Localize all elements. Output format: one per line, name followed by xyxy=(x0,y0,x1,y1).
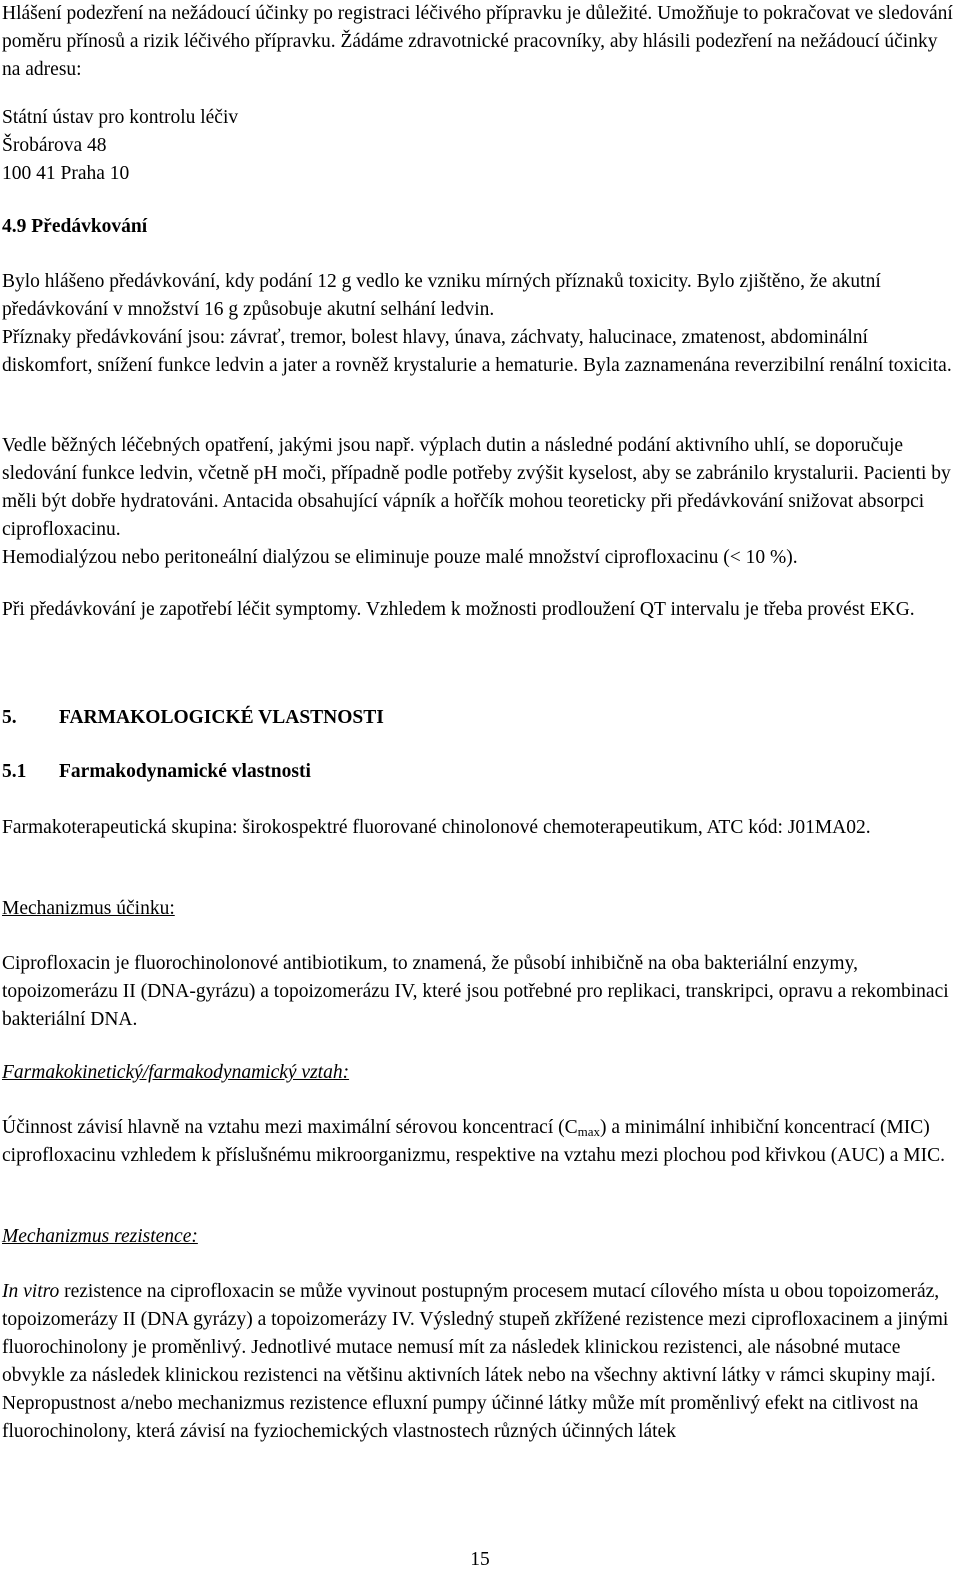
pkpd-text: Účinnost závisí hlavně na vztahu mezi maximální sérovou koncentrací $(C_{max})$ a minimální inhibiční koncentrací (MIC) ciprofloxacinu vzhledem k příslušnému mikroorganizmu, respektive na vztahu mezi plochou pod křivkou (AUC) a MIC. xyxy=(2,1117,945,1166)
overdose-paragraph-1: Bylo hlášeno předávkování, kdy podání 12 g vedlo ke vzniku mírných příznaků toxicity. Bylo zjištěno, že akutní předávkování v množství 16 g způsobuje akutní selhání ledvin. xyxy=(2,271,881,320)
pharmacotherapeutic-group: Farmakoterapeutická skupina: širokospektré fluorované chinolonové chemoterapeutikum, ATC kód: J01MA02. xyxy=(2,817,871,838)
mechanism-text: Ciprofloxacin je fluorochinolonové antibiotikum, to znamená, že působí inhibičně na oba bakteriální enzymy, topoizomerázu II (DNA-gyrázu) a topoizomerázu IV, které jsou potřebné pro replikaci, transkripci, opravu a rekombinaci bakteriální DNA. xyxy=(2,953,949,1030)
section-5-1-heading xyxy=(2,758,958,786)
section-5-heading xyxy=(2,704,958,732)
section-5-title: FARMAKOLOGICKÉ VLASTNOSTI xyxy=(59,707,384,728)
reporting-intro: Hlášení podezření na nežádoucí účinky po registraci léčivého přípravku je důležité. Umožňuje to pokračovat ve sledování poměru přínosů a rizik léčivého přípravku. Žádáme zdravotnické pracovníky, aby hlásili podezření na nežádoucí účinky na adresu: xyxy=(2,3,953,80)
section-5-1-number: 5.1 xyxy=(2,761,27,782)
overdose-section xyxy=(2,268,958,380)
page-number: 15 xyxy=(470,1548,490,1570)
overdose-treatment xyxy=(2,432,958,572)
pkpd-heading: Farmakokinetický/farmakodynamický vztah: xyxy=(2,1062,350,1083)
section-5-1-title: Farmakodynamické vlastnosti xyxy=(59,761,311,782)
resistance-paragraph-2: Nepropustnost a/nebo mechanizmus rezistence efluxní pumpy účinné látky může mít proměnlivý efekt na citlivost na fluorochinolony, která závisí na fyziochemických vlastnostech různých účinných látek xyxy=(2,1393,919,1442)
cmax-subscript: max xyxy=(577,1124,601,1139)
overdose-paragraph-3: Vedle běžných léčebných opatření, jakými jsou např. výplach dutin a následné podání aktivního uhlí, se doporučuje sledování funkce ledvin, včetně pH moči, případně podle potřeby zvýšit kyselost, aby se zabránilo krystalurii. Pacienti by měli být dobře hydratováni. Antacida obsahující vápník a hořčík mohou teoreticky při předávkování snižovat absorpci ciprofloxacinu. xyxy=(2,435,951,540)
sukl-address xyxy=(2,104,958,188)
resistance-heading: Mechanizmus rezistence: xyxy=(2,1226,198,1247)
overdose-paragraph-4: Hemodialýzou nebo peritoneální dialýzou se eliminuje pouze malé množství ciprofloxacinu (< 10 %). xyxy=(2,547,798,568)
address-line-1: Státní ústav pro kontrolu léčiv xyxy=(2,107,239,128)
section-5-number: 5. xyxy=(2,707,17,728)
address-line-3: 100 41 Praha 10 xyxy=(2,163,130,184)
overdose-paragraph-2: Příznaky předávkování jsou: závrať, tremor, bolest hlavy, únava, záchvaty, halucinace, zmatenost, abdominální diskomfort, snížení funkce ledvin a jater a rovněž krystalurie a hematurie. Byla zaznamenána reverzibilní renální toxicita. xyxy=(2,327,952,376)
resistance-paragraph-1: In vitro rezistence na ciprofloxacin se může vyvinout postupným procesem mutací cílového místa u obou topoizomeráz, topoizomerázy II (DNA gyrázy) a topoizomerázy IV. Výsledný stupeň zkřížené rezistence mezi ciprofloxacinem a jinými fluorochinolony je proměnlivý. Jednotlivé mutace nemusí mít za následek klinickou rezistenci, ale násobné mutace obvykle za následek klinickou rezistenci na většinu aktivních látek nebo na všechny aktivní látky v rámci skupiny mají. xyxy=(2,1281,949,1386)
overdose-heading: 4.9 Předávkování xyxy=(2,216,148,237)
address-line-2: Šrobárova 48 xyxy=(2,135,107,156)
mechanism-heading: Mechanizmus účinku: xyxy=(2,898,175,919)
resistance-section xyxy=(2,1278,958,1446)
overdose-paragraph-5: Při předávkování je zapotřebí léčit symptomy. Vzhledem k možnosti prodloužení QT intervalu je třeba provést EKG. xyxy=(2,599,915,620)
